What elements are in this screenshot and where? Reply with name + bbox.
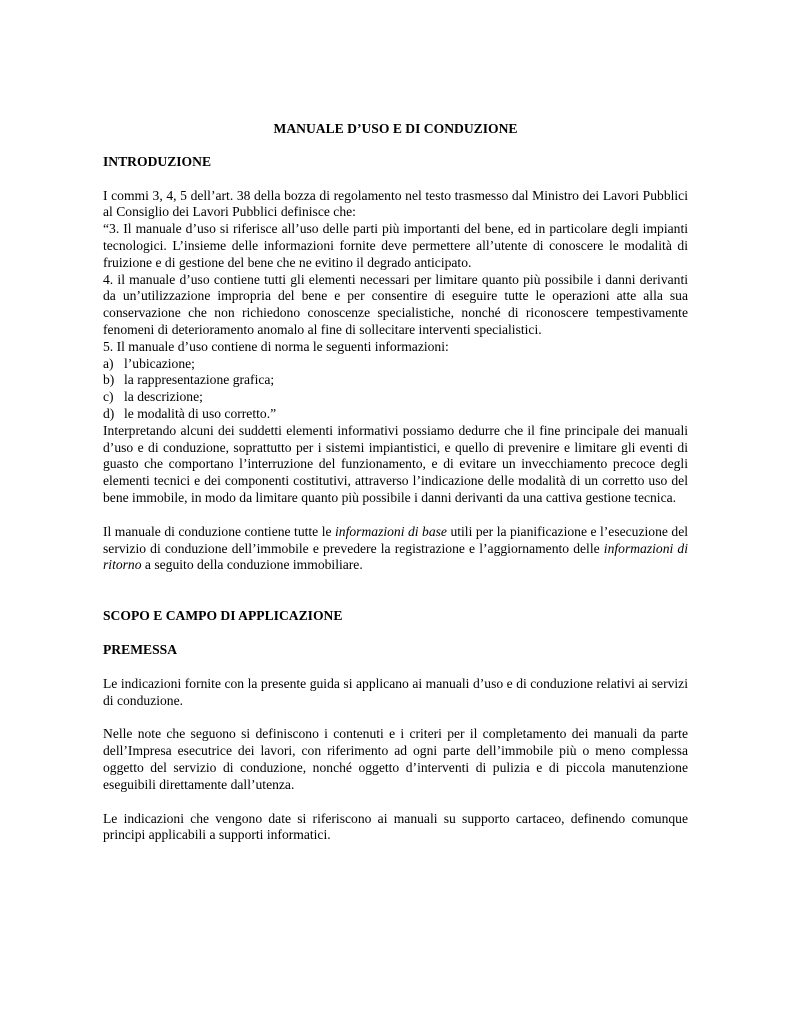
intro-lead-paragraph: I commi 3, 4, 5 dell’art. 38 della bozza di regolamento nel testo trasmesso dal Ministro dei Lavori Pubblici al Consiglio dei Lavori Pubblici definisce che: [103, 187, 688, 220]
list-item-text: le modalità di uso corretto.” [124, 405, 277, 421]
premessa-paragraph-3: Le indicazioni che vengono date si riferiscono ai manuali su supporto cartaceo, definendo comunque principi applicabili a supporti informatici. [103, 810, 688, 843]
conduzione-text-part-3: a seguito della conduzione immobiliare. [141, 557, 363, 573]
section-heading-scopo: SCOPO E CAMPO DI APPLICAZIONE [103, 608, 343, 624]
list-marker: a) [103, 355, 114, 371]
interpretation-paragraph: Interpretando alcuni dei suddetti elementi informativi possiamo dedurre che il fine principale dei manuali d’uso e di conduzione, soprattutto per i sistemi impiantistici, e quello di prevenire e limitare gli eventi di guasto che comportano l’interruzione del funzionamento, e di evitare un invecchiamento precoce degli elementi tecnici e dei componenti costitutivi, attraverso l’indicazione delle modalità di un corretto uso del bene immobile, in modo da limitare quanto più possibile i danni derivanti da una cattiva gestione tecnica. [103, 422, 688, 505]
premessa-paragraph-2: Nelle note che seguono si definiscono i contenuti e i criteri per il completamento dei manuali da parte dell’Impresa esecutrice dei lavori, con riferimento ad ogni parte dell’immobile più o meno complessa oggetto del servizio di conduzione, nonché oggetto d’interventi di pulizia e di piccola manutenzione eseguibili direttamente dall’utenza. [103, 726, 688, 792]
list-item-text: l’ubicazione; [124, 355, 195, 371]
list-item [103, 356, 688, 373]
premessa-paragraph-1: Le indicazioni fornite con la presente guida si applicano ai manuali d’uso e di conduzione relativi ai servizi di conduzione. [103, 675, 688, 708]
conduzione-text-part-2: utili per la pianificazione e l’esecuzione del servizio di conduzione dell’immobile e prevedere la registrazione e l’aggiornamento delle [103, 523, 689, 556]
document-title: MANUALE D’USO E DI CONDUZIONE [273, 121, 518, 136]
document-page [103, 121, 688, 844]
section-heading-premessa: PREMESSA [103, 641, 178, 657]
list-item [103, 372, 688, 389]
list-item-text: la descrizione; [124, 389, 203, 405]
comma-4-paragraph: 4. il manuale d’uso contiene tutti gli elementi necessari per limitare quanto più possibile i danni derivanti da un’utilizzazione impropria del bene e per consentire di eseguire tutte le operazioni atte alla sua conservazione che non richiedono conoscenze specialistiche, nonché di riconoscere tempestivamente fenomeni di deterioramento anomalo al fine di sollecitare interventi specialistici. [103, 271, 688, 337]
conduzione-text-part-1: Il manuale di conduzione contiene tutte le [103, 523, 336, 539]
list-marker: d) [103, 405, 115, 421]
list-marker: b) [103, 372, 115, 388]
list-item [103, 389, 688, 406]
list-item-text: la rappresentazione grafica; [124, 372, 275, 388]
list-item [103, 406, 688, 423]
list-marker: c) [103, 389, 114, 405]
comma-3-paragraph: “3. Il manuale d’uso si riferisce all’uso delle parti più importanti del bene, ed in particolare degli impianti tecnologici. L’insieme delle informazioni fornite deve permettere all’utente di conoscere le modalità di fruizione e di gestione del bene che ne evitino il degrado anticipato. [103, 221, 688, 270]
conduzione-emphasis-informazioni-di-ritorno: informazioni di ritorno [103, 540, 689, 573]
conduzione-paragraph [103, 524, 688, 574]
section-heading-introduzione: INTRODUZIONE [103, 153, 212, 169]
comma-5-paragraph: 5. Il manuale d’uso contiene di norma le seguenti informazioni: [103, 338, 449, 354]
information-list [103, 356, 688, 423]
conduzione-emphasis-informazioni-di-base: informazioni di base [335, 523, 447, 539]
